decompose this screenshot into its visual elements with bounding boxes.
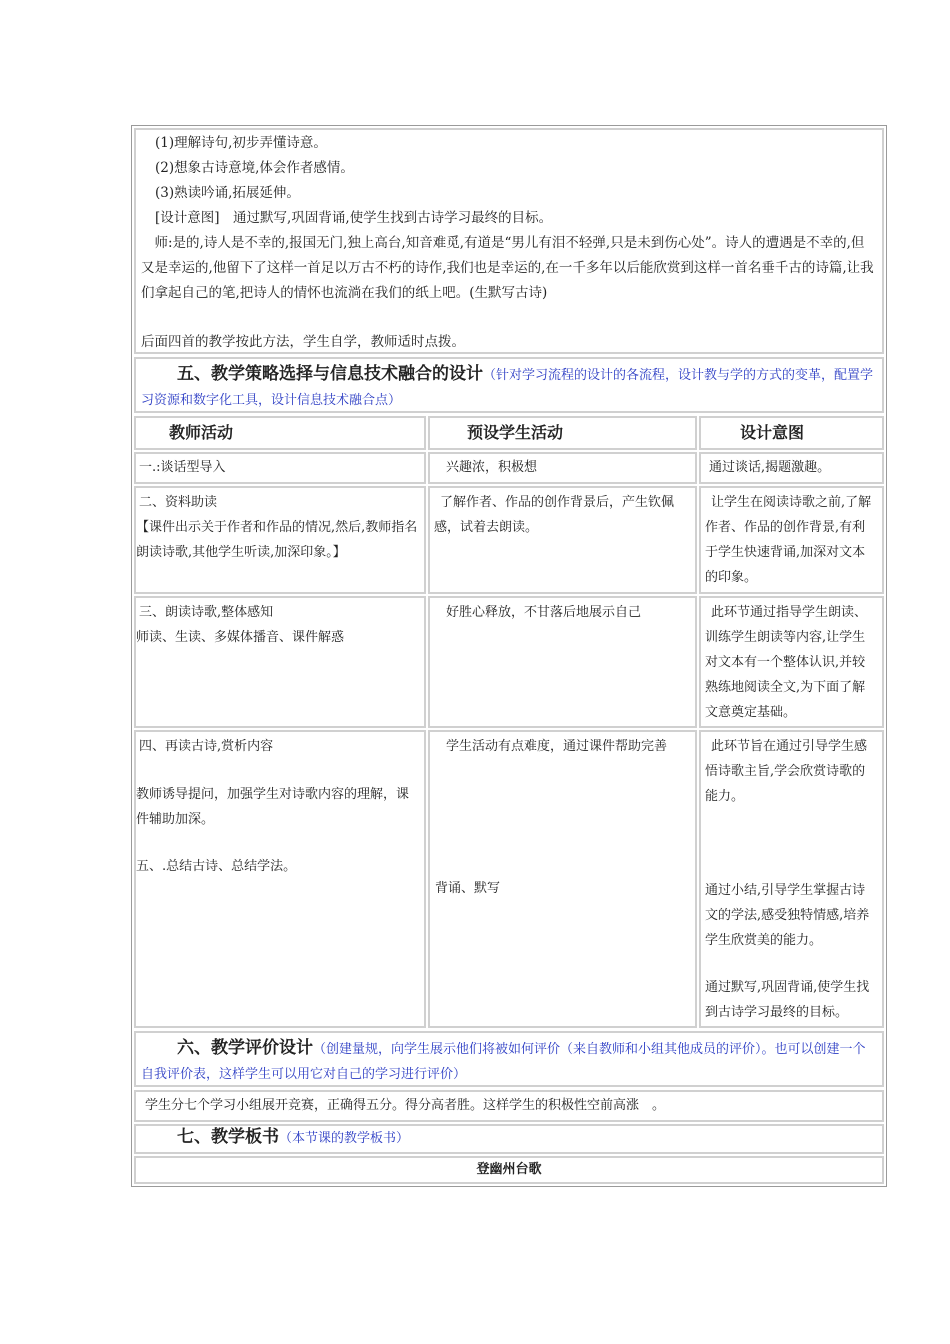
row2-teacher-title: 二、资料助读: [139, 495, 218, 510]
row4-intent-text-3: 通过默写,巩固背诵,使学生找到古诗学习最终的目标。: [705, 980, 870, 1020]
row3-intent-text: 此环节通过指导学生朗读、训练学生朗读等内容,让学生对文本有一个整体认识,并较熟练地阅读全文,为下面了解文意奠定基础。: [705, 605, 868, 720]
teacher-paragraph: 师:是的,诗人是不幸的,报国无门,独上高台,知音难觅,有道是“男儿有泪不轻弹,只是未到伤心处”。诗人的遭遇是不幸的,但又是幸运的,他留下了这样一首足以万古不朽的诗作,我们也是幸运的,在一千多年以后能欣赏到这样一首名垂千古的诗篇,让我们拿起自己的笔,把诗人的情怀也流淌在我们的纸上吧。(生默写古诗): [141, 235, 874, 301]
section6-content: 学生分七个学习小组展开竞赛，正确得五分。得分高者胜。这样学生的积极性空前高涨 。: [145, 1098, 666, 1113]
row1-student-text: 兴趣浓，积极想: [433, 460, 538, 475]
row3-teacher-title: 三、朗读诗歌,整体感知: [139, 605, 274, 620]
row4-intent-text-1: 此环节旨在通过引导学生感悟诗歌主旨,学会欣赏诗歌的能力。: [705, 739, 868, 804]
intro-closing: 后面四首的教学按此方法，学生自学，教师适时点拨。: [141, 334, 465, 350]
col-header-teacher: 教师活动: [169, 423, 234, 442]
row2-intent-text: 让学生在阅读诗歌之前,了解作者、作品的创作背景,有利于学生快速背诵,加深对文本的印象。: [705, 495, 872, 585]
section6-heading: [141, 1036, 876, 1087]
col-header-student: 预设学生活动: [467, 423, 564, 442]
row4-teacher-summary: 五、.总结古诗、总结学法。: [136, 859, 297, 874]
row2-student-text: 了解作者、作品的创作背景后，产生钦佩感，试着去朗读。: [434, 495, 675, 535]
section5-heading: [141, 362, 876, 413]
intro-line-3: (3)熟读吟诵,拓展延伸。: [155, 185, 300, 201]
intro-line-1: (1)理解诗句,初步弄懂诗意。: [155, 135, 327, 151]
row3-student-text: 好胜心释放，不甘落后地展示自己: [433, 605, 642, 620]
row2-teacher-detail: 【课件出示关于作者和作品的情况,然后,教师指名朗读诗歌,其他学生听读,加深印象。】: [136, 520, 418, 560]
row4-student-recite: 背诵、默写: [435, 881, 501, 896]
row1-intent-text: 通过谈话,揭题激趣。: [709, 460, 831, 475]
intro-line-2: (2)想象古诗意境,体会作者感情。: [155, 160, 354, 176]
section7-heading: [141, 1125, 876, 1151]
row4-student-text: 学生活动有点难度，通过课件帮助完善: [433, 739, 668, 754]
col-header-intent: 设计意图: [740, 423, 805, 442]
row4-intent-text-2: 通过小结,引导学生掌握古诗文的学法,感受独特情感,培养学生欣赏美的能力。: [705, 883, 870, 948]
section5-note: （针对学习流程的设计的各流程，设计教与学的方式的变革，配置学习资源和数字化工具，设计信息技术融合点）: [141, 368, 874, 408]
section7-note: （本节课的教学板书）: [279, 1131, 410, 1146]
row4-teacher-cell: [134, 730, 426, 1028]
section6-note: （创建量规，向学生展示他们将被如何评价（来自教师和小组其他成员的评价）。也可以创建一个自我评价表，这样学生可以用它对自己的学习进行评价）: [141, 1042, 866, 1082]
row4-teacher-detail: 教师诱导提问，加强学生对诗歌内容的理解，课件辅助加深。: [136, 787, 410, 827]
section7-title: 七、教学板书: [177, 1127, 279, 1147]
row3-teacher-detail: 师读、生读、多媒体播音、课件解惑: [136, 630, 345, 645]
board-title: 登幽州台歌: [476, 1162, 542, 1177]
section6-title: 六、教学评价设计: [177, 1038, 313, 1058]
section5-title: 五、教学策略选择与信息技术融合的设计: [177, 364, 483, 384]
design-intent-line: [设计意图] 通过默写,巩固背诵,使学生找到古诗学习最终的目标。: [155, 210, 553, 226]
row4-teacher-title: 四、再读古诗,赏析内容: [139, 739, 274, 754]
row1-teacher-text: 一.:谈话型导入: [139, 460, 226, 475]
